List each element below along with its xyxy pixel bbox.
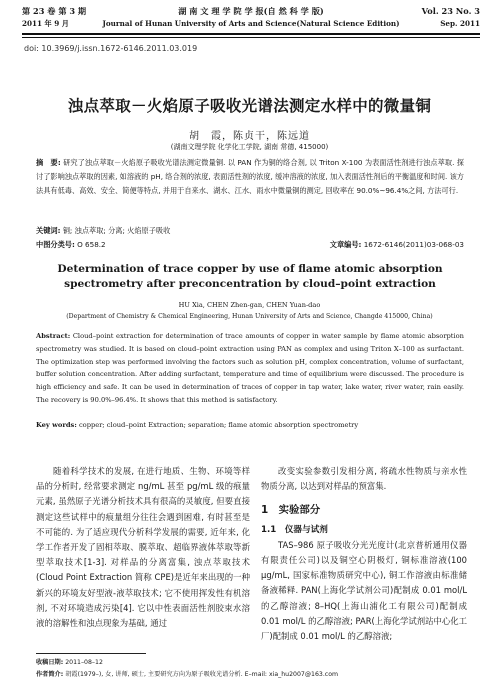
article-title-cn: 浊点萃取－火焰原子吸收光谱法测定水样中的微量铜 (67, 97, 432, 115)
doi: doi: 10.3969/j.issn.1672-6146.2011.03.019 (24, 44, 198, 53)
volume-issue-en: Vol. 23 No. 3 (421, 6, 480, 16)
subsection-heading: 1.1 仪器与试剂 (261, 524, 328, 535)
keywords-cn-label: 关键词: (36, 226, 61, 235)
article-number: 文章编号: 1672-6146(2011)03-068-03 (329, 240, 464, 249)
footnote-author: 作者简介: 胡霞(1979–), 女, 讲师, 硕士, 主要研究方向为原子吸收光谱分析. E–mail: xia_hu2007@163.com (36, 671, 339, 678)
article-title-en: Determination of trace copper by use of flame atomic absorption spectrometry after preconcentration by cloud–point extraction (57, 263, 443, 290)
body-left-column: 随着科学技术的发展, 在进行地质、生物、环境等样品的分析时, 经常要求测定 ng/mL 甚至 pg/mL 级的痕量元素, 虽然原子光谱分析技术具有很高的灵敏度, 但要直接测定这些试样中的痕量组分往往会遇到困难, 有时甚至是不可能的. 为了适应现代分析科学发展的需要, 近年来, 化学工作者开发了固相萃取、膜萃取、超临界液体萃取等新型萃取技术[1-3]. 对样品的分离富集, 浊点萃取技术(Cloud Point Extraction 简称 CPE)是近年来出现的一种新兴的环境友好型液-液萃取技术; 它不使用挥发性有机溶剂, 不对环境造成污染[4]. 它以中性表面活性剂胶束水溶液的溶解性和浊点现象为基础, 通过 (36, 466, 250, 629)
classification-row (36, 240, 464, 250)
footnote-rule (36, 653, 146, 654)
keywords-en-text: copper; cloud–point Extraction; separation; flame atomic absorption spectrometry (78, 421, 359, 429)
abstract-en-text: Cloud–point extraction for determination of trace amounts of copper in water sample by flame atomic absorption spectrometry was studied. It is based on cloud–point extraction using PAN as complex and using Triton X–100 as surfactant. The optimization step was performed involving the factors such as solution pH, complex concentration, volume of surfactant, buffer solution concentration. After adding surfactant, temperature and time of equilibrium were discussed. The procedure is high efficiency and safe. It can be used in determination of traces of copper in tap water, lake water, river water, rain easily. The recovery is 90.0%–96.4%. It shows that this method is satisfactory. (36, 332, 464, 404)
abstract-en (36, 330, 464, 407)
keywords-cn (36, 226, 170, 236)
abstract-cn-label: 摘 要: (36, 158, 61, 167)
journal-name-en: Journal of Hunan University of Arts and Science(Natural Science Edition) (102, 19, 400, 28)
body-paragraph-instruments: TAS–986 原子吸收分光光度计(北京普析通用仪器有限责任公司)以及铜空心阴极灯, 铜标准溶液(100 μg/mL, 国家标准物质研究中心), 铜工作溶液由标准储备液稀释. PAN(上海化学试剂公司)配制成 0.01 mol/L 的乙醇溶液; 8–HQ(上海山浦化工有限公司)配制成 0.01 mol/L 的乙醇溶液; PAR(上海化学试剂站中心化工厂)配制成 0.01 mol/L 的乙醇溶液; (261, 539, 467, 642)
publication-date-en: Sep. 2011 (440, 19, 480, 28)
abstract-cn (36, 156, 464, 198)
authors-en: HU Xia, CHEN Zhen-gan, CHEN Yuan-dao (178, 301, 321, 309)
affiliation-en: (Department of Chemistry & Chemical Engineering, Hunan University of Arts and Science, Changde 415000, China) (66, 313, 433, 320)
authors-cn: 胡 霞，陈贞干，陈远道 (189, 131, 310, 142)
footnote-received: 收稿日期: 2011–08–12 (36, 659, 103, 666)
header-rule-thin (22, 37, 480, 38)
keywords-en (36, 421, 464, 429)
journal-name-cn: 湖 南 文 理 学 院 学 报(自 然 科 学 版) (178, 6, 324, 16)
publication-date-cn: 2011 年 9 月 (22, 19, 69, 28)
body-paragraph: 改变实验参数引发相分离, 将疏水性物质与亲水性物质分离, 以达到对样品的预富集. (261, 466, 467, 492)
affiliation-cn: (湖南文理学院 化学化工学院, 湖南 常德, 415000) (170, 143, 329, 151)
abstract-en-label: Abstract: (36, 332, 71, 340)
abstract-cn-text: 研究了浊点萃取－火焰原子吸收光谱法测定微量铜. 以 PAN 作为铜的络合剂, 以 Triton X-100 为表面活性剂进行浊点萃取. 探讨了影响浊点萃取的因素, 如溶液的 pH, 络合剂的浓度, 表面活性剂的浓度, 缓冲溶液的浓度, 加入表面活性剂后的平衡温度和时间. 该方法具有低毒、高效、安全、简便等特点, 并用于自来水、湖水、江水、雨水中微量铜的测定, 回收率在 90.0%~96.4%之间, 方法可行. (36, 158, 464, 195)
keywords-cn-text: 铜; 浊点萃取; 分离; 火焰原子吸收 (62, 226, 171, 235)
section-heading: 1 实验部分 (261, 504, 321, 517)
header-rule-thick (22, 33, 480, 35)
clc-number: 中图分类号: O 658.2 (36, 240, 106, 249)
volume-issue-cn: 第 23 卷 第 3 期 (22, 6, 87, 16)
keywords-en-label: Key words: (36, 421, 77, 429)
body-right-column (261, 464, 467, 644)
